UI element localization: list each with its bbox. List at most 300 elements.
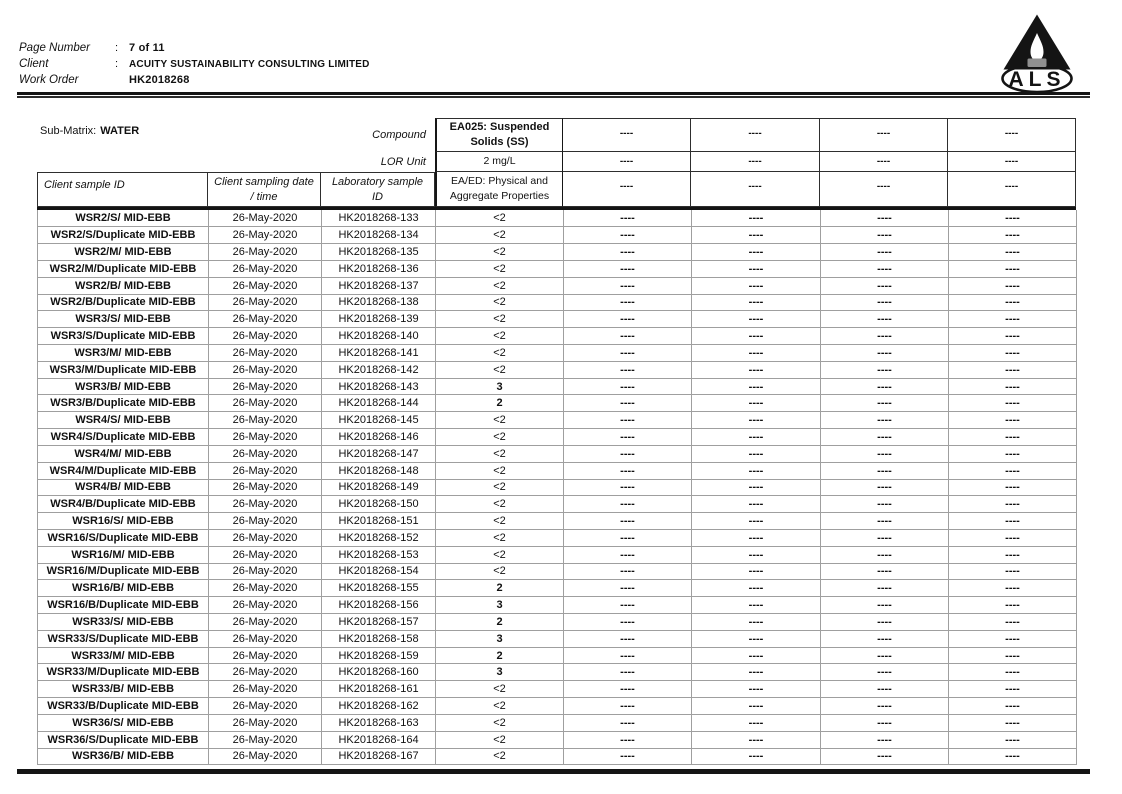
sampling-date-cell: 26-May-2020: [209, 429, 322, 446]
client-sample-id-cell: WSR3/M/Duplicate MID-EBB: [38, 361, 209, 378]
table-row: [38, 698, 1077, 715]
lab-sample-id-cell: HK2018268-167: [322, 748, 436, 765]
bottom-rule: [17, 769, 1090, 774]
sampling-date-cell: 26-May-2020: [209, 244, 322, 261]
lab-sample-id-cell: HK2018268-136: [322, 260, 436, 277]
no-data-cell: ----: [821, 630, 949, 647]
table-row: [38, 580, 1077, 597]
compound-label: Compound: [372, 128, 426, 141]
lor-unit-cell: 2 mg/L: [435, 152, 563, 172]
lab-sample-id-header: Laboratory sample ID: [321, 172, 435, 207]
result-cell: 3: [436, 378, 564, 395]
lab-sample-id-cell: HK2018268-149: [322, 479, 436, 496]
no-data-cell: ----: [949, 479, 1077, 496]
no-data-cell: ----: [949, 563, 1077, 580]
table-row: [38, 479, 1077, 496]
blank-method-cell: ----: [948, 172, 1076, 207]
no-data-cell: ----: [564, 681, 692, 698]
no-data-cell: ----: [692, 210, 821, 227]
table-row: [38, 529, 1077, 546]
client-sample-id-cell: WSR16/M/ MID-EBB: [38, 546, 209, 563]
sampling-date-cell: 26-May-2020: [209, 210, 322, 227]
sampling-date-cell: 26-May-2020: [209, 614, 322, 631]
table-row: [38, 378, 1077, 395]
client-sample-id-cell: WSR4/B/Duplicate MID-EBB: [38, 496, 209, 513]
result-cell: <2: [436, 311, 564, 328]
sampling-date-cell: 26-May-2020: [209, 345, 322, 362]
no-data-cell: ----: [821, 445, 949, 462]
blank-compound-cell: ----: [691, 118, 820, 152]
blank-compound-cell: ----: [948, 118, 1076, 152]
client-label: Client: [19, 58, 49, 70]
no-data-cell: ----: [821, 529, 949, 546]
no-data-cell: ----: [564, 311, 692, 328]
lab-sample-id-cell: HK2018268-164: [322, 731, 436, 748]
sub-matrix-label: Sub-Matrix:: [40, 125, 97, 137]
result-cell: <2: [436, 260, 564, 277]
lab-sample-id-cell: HK2018268-145: [322, 412, 436, 429]
table-row: [38, 614, 1077, 631]
page-number-label: Page Number: [19, 42, 90, 54]
result-cell: <2: [436, 698, 564, 715]
results-table-header: [37, 118, 1076, 207]
sampling-date-cell: 26-May-2020: [209, 580, 322, 597]
lab-sample-id-cell: HK2018268-133: [322, 210, 436, 227]
no-data-cell: ----: [821, 546, 949, 563]
no-data-cell: ----: [949, 580, 1077, 597]
no-data-cell: ----: [821, 227, 949, 244]
client-sample-id-cell: WSR2/S/ MID-EBB: [38, 210, 209, 227]
page-number-separator: :: [115, 42, 119, 54]
sampling-date-cell: 26-May-2020: [209, 496, 322, 513]
no-data-cell: ----: [692, 445, 821, 462]
no-data-cell: ----: [949, 445, 1077, 462]
table-row: [38, 412, 1077, 429]
lab-sample-id-cell: HK2018268-158: [322, 630, 436, 647]
lab-sample-id-cell: HK2018268-142: [322, 361, 436, 378]
no-data-cell: ----: [692, 681, 821, 698]
no-data-cell: ----: [821, 260, 949, 277]
result-cell: 2: [436, 647, 564, 664]
lab-sample-id-cell: HK2018268-139: [322, 311, 436, 328]
no-data-cell: ----: [692, 462, 821, 479]
table-row: [38, 244, 1077, 261]
no-data-cell: ----: [564, 664, 692, 681]
sample-table: [37, 210, 1077, 765]
no-data-cell: ----: [821, 361, 949, 378]
no-data-cell: ----: [692, 529, 821, 546]
table-row: [38, 513, 1077, 530]
no-data-cell: ----: [949, 748, 1077, 765]
no-data-cell: ----: [949, 260, 1077, 277]
sampling-date-cell: 26-May-2020: [209, 563, 322, 580]
no-data-cell: ----: [564, 445, 692, 462]
no-data-cell: ----: [564, 563, 692, 580]
no-data-cell: ----: [949, 496, 1077, 513]
no-data-cell: ----: [564, 244, 692, 261]
client-sample-id-cell: WSR33/M/Duplicate MID-EBB: [38, 664, 209, 681]
sampling-date-cell: 26-May-2020: [209, 311, 322, 328]
no-data-cell: ----: [564, 714, 692, 731]
result-cell: <2: [436, 277, 564, 294]
client-sample-id-cell: WSR36/B/ MID-EBB: [38, 748, 209, 765]
table-row: [38, 664, 1077, 681]
client-sample-id-cell: WSR16/B/Duplicate MID-EBB: [38, 597, 209, 614]
no-data-cell: ----: [821, 244, 949, 261]
no-data-cell: ----: [692, 311, 821, 328]
no-data-cell: ----: [821, 345, 949, 362]
lab-sample-id-cell: HK2018268-161: [322, 681, 436, 698]
no-data-cell: ----: [949, 614, 1077, 631]
lab-sample-id-cell: HK2018268-150: [322, 496, 436, 513]
result-cell: <2: [436, 429, 564, 446]
header-rule: [17, 92, 1090, 98]
no-data-cell: ----: [692, 361, 821, 378]
lab-sample-id-cell: HK2018268-157: [322, 614, 436, 631]
result-cell: <2: [436, 546, 564, 563]
result-cell: <2: [436, 731, 564, 748]
client-sample-id-cell: WSR3/S/Duplicate MID-EBB: [38, 328, 209, 345]
no-data-cell: ----: [564, 630, 692, 647]
lab-sample-id-cell: HK2018268-135: [322, 244, 436, 261]
results-table: [37, 118, 1076, 765]
client-sample-id-cell: WSR4/M/Duplicate MID-EBB: [38, 462, 209, 479]
table-row: [38, 328, 1077, 345]
sampling-date-cell: 26-May-2020: [209, 529, 322, 546]
blank-lor-cell: ----: [563, 152, 691, 172]
blank-method-cell: ----: [691, 172, 820, 207]
no-data-cell: ----: [821, 395, 949, 412]
result-cell: <2: [436, 529, 564, 546]
no-data-cell: ----: [564, 496, 692, 513]
sampling-date-cell: 26-May-2020: [209, 698, 322, 715]
no-data-cell: ----: [692, 479, 821, 496]
no-data-cell: ----: [949, 412, 1077, 429]
no-data-cell: ----: [949, 698, 1077, 715]
no-data-cell: ----: [564, 731, 692, 748]
result-cell: <2: [436, 714, 564, 731]
sampling-date-cell: 26-May-2020: [209, 714, 322, 731]
no-data-cell: ----: [821, 429, 949, 446]
lab-sample-id-cell: HK2018268-148: [322, 462, 436, 479]
sampling-date-cell: 26-May-2020: [209, 546, 322, 563]
no-data-cell: ----: [821, 294, 949, 311]
lab-sample-id-cell: HK2018268-152: [322, 529, 436, 546]
result-cell: <2: [436, 345, 564, 362]
no-data-cell: ----: [949, 378, 1077, 395]
lab-sample-id-cell: HK2018268-134: [322, 227, 436, 244]
no-data-cell: ----: [564, 647, 692, 664]
sampling-date-header: Client sampling date / time: [208, 172, 321, 207]
client-sample-id-cell: WSR33/B/Duplicate MID-EBB: [38, 698, 209, 715]
result-cell: <2: [436, 445, 564, 462]
sampling-date-cell: 26-May-2020: [209, 328, 322, 345]
no-data-cell: ----: [949, 664, 1077, 681]
no-data-cell: ----: [949, 361, 1077, 378]
no-data-cell: ----: [564, 698, 692, 715]
table-row: [38, 445, 1077, 462]
no-data-cell: ----: [692, 260, 821, 277]
als-logo-icon: [990, 12, 1084, 94]
result-cell: 3: [436, 630, 564, 647]
sampling-date-cell: 26-May-2020: [209, 361, 322, 378]
no-data-cell: ----: [692, 614, 821, 631]
lab-sample-id-cell: HK2018268-140: [322, 328, 436, 345]
no-data-cell: ----: [564, 361, 692, 378]
no-data-cell: ----: [692, 345, 821, 362]
no-data-cell: ----: [821, 328, 949, 345]
no-data-cell: ----: [821, 714, 949, 731]
client-sample-id-cell: WSR3/B/Duplicate MID-EBB: [38, 395, 209, 412]
lab-sample-id-cell: HK2018268-137: [322, 277, 436, 294]
lor-unit-label: LOR Unit: [380, 155, 426, 168]
lab-sample-id-cell: HK2018268-147: [322, 445, 436, 462]
lab-sample-id-cell: HK2018268-151: [322, 513, 436, 530]
no-data-cell: ----: [821, 513, 949, 530]
no-data-cell: ----: [821, 412, 949, 429]
client-sample-id-cell: WSR16/M/Duplicate MID-EBB: [38, 563, 209, 580]
no-data-cell: ----: [692, 244, 821, 261]
no-data-cell: ----: [949, 630, 1077, 647]
no-data-cell: ----: [821, 698, 949, 715]
no-data-cell: ----: [949, 681, 1077, 698]
no-data-cell: ----: [949, 546, 1077, 563]
method-header-cell: EA/ED: Physical and Aggregate Properties: [435, 172, 563, 207]
no-data-cell: ----: [821, 647, 949, 664]
client-sample-id-cell: WSR33/B/ MID-EBB: [38, 681, 209, 698]
no-data-cell: ----: [692, 597, 821, 614]
table-row: [38, 546, 1077, 563]
no-data-cell: ----: [692, 513, 821, 530]
client-sample-id-cell: WSR3/S/ MID-EBB: [38, 311, 209, 328]
no-data-cell: ----: [564, 462, 692, 479]
table-row: [38, 277, 1077, 294]
work-order-row: [19, 72, 370, 88]
no-data-cell: ----: [564, 260, 692, 277]
table-row: [38, 462, 1077, 479]
page-number-row: [19, 40, 370, 56]
no-data-cell: ----: [949, 328, 1077, 345]
blank-method-cell: ----: [820, 172, 948, 207]
result-cell: <2: [436, 681, 564, 698]
client-sample-id-cell: WSR2/M/Duplicate MID-EBB: [38, 260, 209, 277]
result-cell: <2: [436, 513, 564, 530]
no-data-cell: ----: [692, 731, 821, 748]
no-data-cell: ----: [949, 731, 1077, 748]
blank-method-cell: ----: [563, 172, 691, 207]
client-sample-id-cell: WSR36/S/Duplicate MID-EBB: [38, 731, 209, 748]
sampling-date-cell: 26-May-2020: [209, 412, 322, 429]
client-sample-id-cell: WSR3/B/ MID-EBB: [38, 378, 209, 395]
header-rule-thin: [17, 96, 1090, 98]
sampling-date-cell: 26-May-2020: [209, 462, 322, 479]
no-data-cell: ----: [821, 479, 949, 496]
no-data-cell: ----: [564, 227, 692, 244]
no-data-cell: ----: [949, 513, 1077, 530]
no-data-cell: ----: [692, 395, 821, 412]
client-sample-id-cell: WSR16/S/Duplicate MID-EBB: [38, 529, 209, 546]
result-cell: <2: [436, 412, 564, 429]
lab-sample-id-cell: HK2018268-162: [322, 698, 436, 715]
no-data-cell: ----: [564, 395, 692, 412]
table-row: [38, 395, 1077, 412]
no-data-cell: ----: [949, 227, 1077, 244]
result-cell: 2: [436, 580, 564, 597]
no-data-cell: ----: [564, 345, 692, 362]
no-data-cell: ----: [692, 698, 821, 715]
result-cell: 2: [436, 614, 564, 631]
no-data-cell: ----: [692, 714, 821, 731]
no-data-cell: ----: [949, 714, 1077, 731]
no-data-cell: ----: [949, 647, 1077, 664]
result-cell: <2: [436, 563, 564, 580]
sampling-date-cell: 26-May-2020: [209, 294, 322, 311]
lab-sample-id-cell: HK2018268-138: [322, 294, 436, 311]
result-cell: <2: [436, 210, 564, 227]
no-data-cell: ----: [821, 597, 949, 614]
result-cell: <2: [436, 748, 564, 765]
client-sample-id-cell: WSR33/M/ MID-EBB: [38, 647, 209, 664]
page-header: [19, 40, 370, 88]
no-data-cell: ----: [949, 395, 1077, 412]
no-data-cell: ----: [564, 529, 692, 546]
result-cell: <2: [436, 496, 564, 513]
client-sample-id-cell: WSR2/B/ MID-EBB: [38, 277, 209, 294]
client-sample-id-cell: WSR2/S/Duplicate MID-EBB: [38, 227, 209, 244]
sampling-date-cell: 26-May-2020: [209, 395, 322, 412]
no-data-cell: ----: [821, 580, 949, 597]
lab-sample-id-cell: HK2018268-155: [322, 580, 436, 597]
no-data-cell: ----: [949, 597, 1077, 614]
lab-sample-id-cell: HK2018268-141: [322, 345, 436, 362]
table-row: [38, 597, 1077, 614]
result-cell: 2: [436, 395, 564, 412]
lab-sample-id-cell: HK2018268-143: [322, 378, 436, 395]
no-data-cell: ----: [564, 294, 692, 311]
result-cell: 3: [436, 664, 564, 681]
client-sample-id-cell: WSR4/M/ MID-EBB: [38, 445, 209, 462]
sample-table-body: [38, 210, 1077, 765]
sampling-date-cell: 26-May-2020: [209, 513, 322, 530]
no-data-cell: ----: [821, 210, 949, 227]
sampling-date-cell: 26-May-2020: [209, 681, 322, 698]
no-data-cell: ----: [821, 378, 949, 395]
no-data-cell: ----: [949, 311, 1077, 328]
lab-sample-id-cell: HK2018268-163: [322, 714, 436, 731]
no-data-cell: ----: [692, 294, 821, 311]
result-cell: 3: [436, 597, 564, 614]
no-data-cell: ----: [821, 563, 949, 580]
no-data-cell: ----: [692, 664, 821, 681]
client-sample-id-header: Client sample ID: [37, 172, 208, 207]
client-sample-id-cell: WSR33/S/Duplicate MID-EBB: [38, 630, 209, 647]
sampling-date-cell: 26-May-2020: [209, 731, 322, 748]
no-data-cell: ----: [821, 731, 949, 748]
no-data-cell: ----: [692, 563, 821, 580]
no-data-cell: ----: [692, 328, 821, 345]
lab-sample-id-cell: HK2018268-144: [322, 395, 436, 412]
client-value: ACUITY SUSTAINABILITY CONSULTING LIMITED: [129, 58, 370, 70]
work-order-label: Work Order: [19, 74, 79, 86]
client-row: [19, 56, 370, 72]
blank-lor-cell: ----: [820, 152, 948, 172]
table-row: [38, 345, 1077, 362]
table-row: [38, 563, 1077, 580]
no-data-cell: ----: [949, 244, 1077, 261]
no-data-cell: ----: [949, 345, 1077, 362]
no-data-cell: ----: [692, 277, 821, 294]
no-data-cell: ----: [692, 227, 821, 244]
table-row: [38, 647, 1077, 664]
blank-lor-cell: ----: [948, 152, 1076, 172]
client-sample-id-cell: WSR4/B/ MID-EBB: [38, 479, 209, 496]
client-sample-id-cell: WSR16/S/ MID-EBB: [38, 513, 209, 530]
result-cell: <2: [436, 361, 564, 378]
table-row: [38, 496, 1077, 513]
table-row: [38, 210, 1077, 227]
no-data-cell: ----: [692, 429, 821, 446]
lab-sample-id-cell: HK2018268-153: [322, 546, 436, 563]
table-row: [38, 294, 1077, 311]
no-data-cell: ----: [692, 630, 821, 647]
no-data-cell: ----: [821, 311, 949, 328]
sampling-date-cell: 26-May-2020: [209, 597, 322, 614]
no-data-cell: ----: [949, 294, 1077, 311]
lab-sample-id-cell: HK2018268-156: [322, 597, 436, 614]
sampling-date-cell: 26-May-2020: [209, 227, 322, 244]
als-logo: [990, 12, 1084, 99]
sampling-date-cell: 26-May-2020: [209, 378, 322, 395]
sampling-date-cell: 26-May-2020: [209, 647, 322, 664]
no-data-cell: ----: [692, 496, 821, 513]
no-data-cell: ----: [692, 546, 821, 563]
client-sample-id-cell: WSR4/S/ MID-EBB: [38, 412, 209, 429]
no-data-cell: ----: [821, 681, 949, 698]
no-data-cell: ----: [692, 378, 821, 395]
no-data-cell: ----: [821, 462, 949, 479]
no-data-cell: ----: [949, 210, 1077, 227]
no-data-cell: ----: [564, 580, 692, 597]
no-data-cell: ----: [949, 429, 1077, 446]
table-row: [38, 260, 1077, 277]
no-data-cell: ----: [564, 328, 692, 345]
no-data-cell: ----: [564, 210, 692, 227]
no-data-cell: ----: [564, 378, 692, 395]
no-data-cell: ----: [821, 664, 949, 681]
no-data-cell: ----: [692, 580, 821, 597]
table-row: [38, 429, 1077, 446]
lab-sample-id-cell: HK2018268-154: [322, 563, 436, 580]
sampling-date-cell: 26-May-2020: [209, 260, 322, 277]
blank-compound-cell: ----: [563, 118, 691, 152]
no-data-cell: ----: [564, 479, 692, 496]
no-data-cell: ----: [564, 748, 692, 765]
no-data-cell: ----: [821, 496, 949, 513]
sampling-date-cell: 26-May-2020: [209, 630, 322, 647]
sampling-date-cell: 26-May-2020: [209, 479, 322, 496]
result-cell: <2: [436, 244, 564, 261]
no-data-cell: ----: [949, 529, 1077, 546]
table-row: [38, 630, 1077, 647]
lab-sample-id-cell: HK2018268-159: [322, 647, 436, 664]
no-data-cell: ----: [564, 546, 692, 563]
lab-sample-id-cell: HK2018268-160: [322, 664, 436, 681]
sampling-date-cell: 26-May-2020: [209, 445, 322, 462]
no-data-cell: ----: [564, 513, 692, 530]
sampling-date-cell: 26-May-2020: [209, 748, 322, 765]
table-row: [38, 714, 1077, 731]
no-data-cell: ----: [564, 614, 692, 631]
